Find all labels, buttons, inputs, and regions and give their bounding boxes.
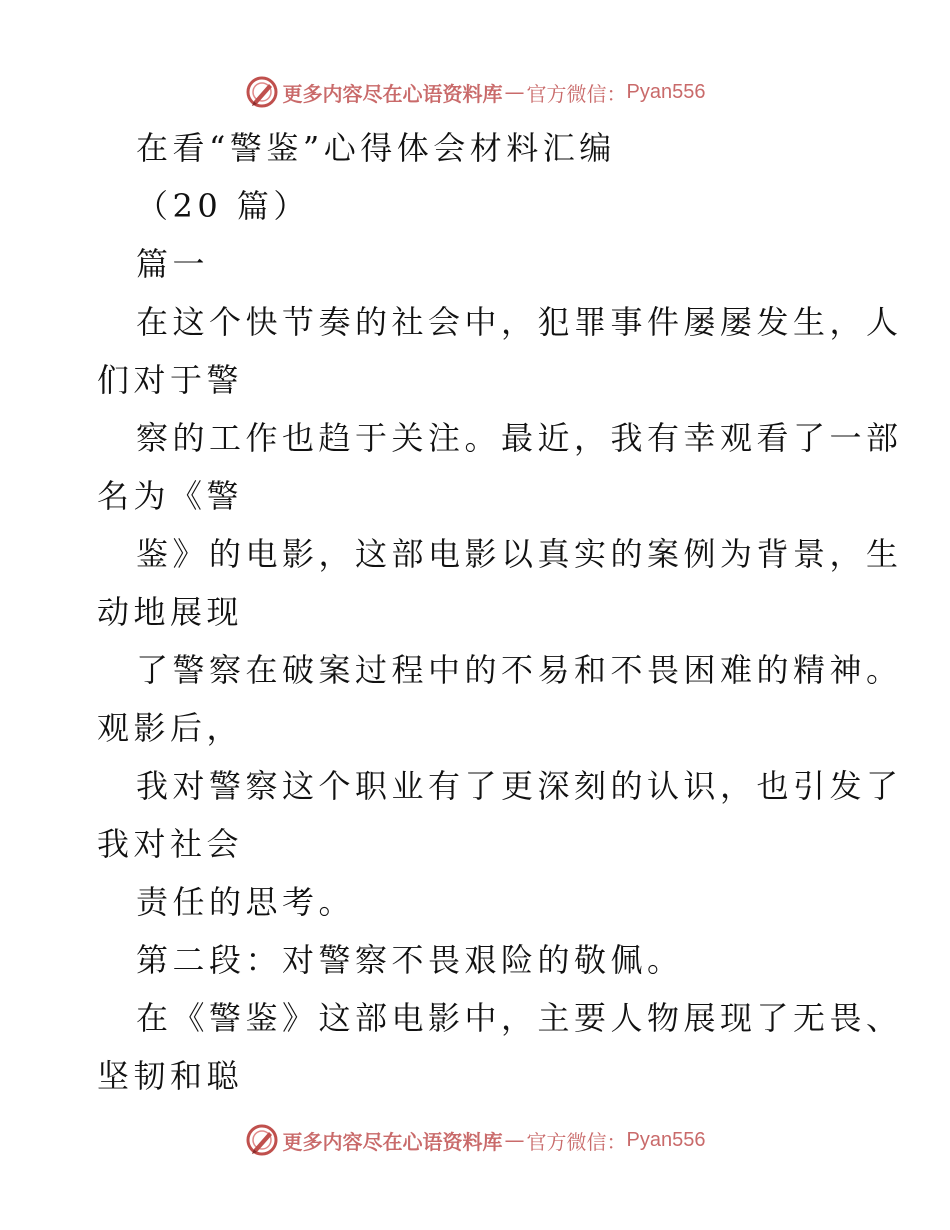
watermark-separator: —: [504, 1128, 525, 1152]
paragraph-line: 在这个快节奏的社会中，犯罪事件屡屡发生，人: [136, 303, 903, 341]
paragraph-line: 察的工作也趋于关注。最近，我有幸观看了一部: [136, 419, 903, 457]
document-subtitle: （20 篇）: [136, 187, 310, 225]
paragraph-line: 们对于警: [97, 361, 244, 399]
paragraph-line: 我对警察这个职业有了更深刻的认识，也引发了: [136, 767, 903, 805]
watermark-wechat-id: Pyan556: [626, 80, 706, 103]
paragraph-line: 坚韧和聪: [97, 1057, 244, 1095]
watermark-text: 更多内容尽在心语资料库: [282, 1129, 503, 1154]
paragraph-line: 动地展现: [97, 593, 244, 631]
paragraph-line: 观影后，: [97, 709, 244, 747]
watermark-separator: —: [504, 80, 525, 104]
pen-logo-icon: [245, 1123, 279, 1157]
footer-watermark: [0, 1120, 950, 1160]
watermark-wechat-id: Pyan556: [626, 1128, 706, 1151]
paragraph-line: 责任的思考。: [136, 883, 356, 921]
paragraph-line: 鉴》的电影，这部电影以真实的案例为背景，生: [136, 535, 903, 573]
watermark-wechat-label: 官方微信：: [526, 1129, 627, 1154]
paragraph-line: 在《警鉴》这部电影中，主要人物展现了无畏、: [136, 999, 903, 1037]
paragraph-line: 我对社会: [97, 825, 244, 863]
document-title: 在看“警鉴”心得体会材料汇编: [136, 129, 616, 167]
paragraph-line: 了警察在破案过程中的不易和不畏困难的精神。: [136, 651, 903, 689]
section-subheading: 第二段：对警察不畏艰险的敬佩。: [136, 941, 684, 979]
section-heading: 篇一: [136, 245, 210, 283]
pen-logo-icon: [245, 75, 279, 109]
paragraph-line: 名为《警: [97, 477, 244, 515]
watermark-wechat-label: 官方微信：: [526, 81, 627, 106]
header-watermark: [0, 72, 950, 112]
watermark-text: 更多内容尽在心语资料库: [282, 81, 503, 106]
